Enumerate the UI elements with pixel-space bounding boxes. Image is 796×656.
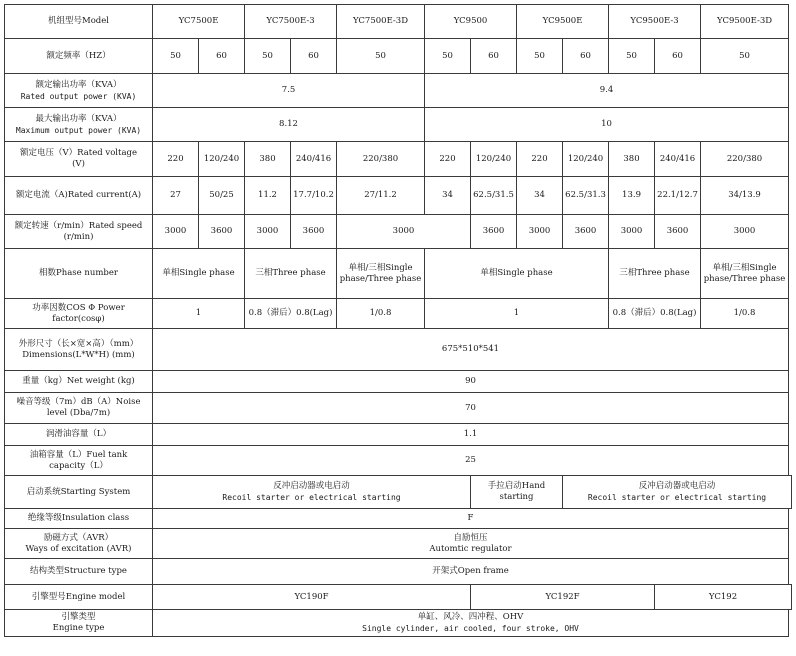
phase-mixed-7500-en: phase/Three phase — [339, 273, 422, 284]
row-dimensions — [5, 329, 792, 371]
current-cell: 34 — [517, 177, 563, 215]
label-excitation — [5, 529, 153, 559]
row-insulation — [5, 509, 792, 529]
label-fuel-tank — [5, 446, 153, 476]
row-voltage — [5, 142, 792, 177]
label-voltage — [5, 142, 153, 177]
row-rated-power — [5, 74, 792, 108]
current-cell: 11.2 — [245, 177, 291, 215]
frequency-cell: 50 — [609, 39, 655, 74]
label-speed-zh: 额定转速（r/min）Rated speed — [14, 220, 143, 231]
power-factor-cell: 1/0.8 — [701, 299, 789, 329]
voltage-cell: 220 — [425, 142, 471, 177]
engine-type-value-en: Single cylinder, air cooled, four stroke, OHV — [362, 624, 579, 633]
label-structure: 结构类型Structure type — [5, 559, 153, 585]
phase-single-9500: 单相Single phase — [425, 249, 609, 299]
label-engine-model: 引擎型号Engine model — [5, 585, 153, 610]
speed-cell: 3600 — [199, 215, 245, 249]
current-cell: 34 — [425, 177, 471, 215]
starting-7500 — [153, 476, 471, 509]
row-fuel-tank — [5, 446, 792, 476]
voltage-cell: 240/416 — [655, 142, 701, 177]
max-power-9500: 10 — [425, 108, 789, 142]
label-max-power-zh: 最大输出功率（KVA） — [35, 113, 122, 124]
row-speed — [5, 215, 792, 249]
engine-type-value-zh: 单缸、风冷、四冲程、OHV — [417, 612, 524, 622]
label-starting: 启动系统Starting System — [5, 476, 153, 509]
label-excitation-zh: 励磁方式（AVR） — [43, 532, 114, 543]
frequency-cell: 60 — [291, 39, 337, 74]
max-power-7500: 8.12 — [153, 108, 425, 142]
model-yc9500e: YC9500E — [517, 5, 609, 39]
label-power-factor — [5, 299, 153, 329]
phase-single-7500: 单相Single phase — [153, 249, 245, 299]
speed-cell: 3000 — [701, 215, 789, 249]
frequency-cell: 50 — [425, 39, 471, 74]
voltage-cell: 380 — [609, 142, 655, 177]
label-engine-type — [5, 610, 153, 637]
phase-mixed-9500 — [701, 249, 789, 299]
model-yc7500e-3: YC7500E-3 — [245, 5, 337, 39]
label-noise — [5, 393, 153, 424]
label-current: 额定电流（A)Rated current(A) — [5, 177, 153, 215]
speed-cell: 3000 — [517, 215, 563, 249]
voltage-cell: 120/240 — [563, 142, 609, 177]
row-engine-type — [5, 610, 792, 637]
excitation-value-en: Automtic regulator — [429, 543, 512, 554]
current-cell: 17.7/10.2 — [291, 177, 337, 215]
row-starting — [5, 476, 792, 509]
label-noise-zh: 噪音等级（7m）dB（A）Noise — [16, 397, 141, 407]
label-model: 机组型号Model — [5, 5, 153, 39]
speed-cell: 3000 — [609, 215, 655, 249]
frequency-cell: 60 — [199, 39, 245, 74]
speed-cell: 3600 — [563, 215, 609, 249]
voltage-cell: 120/240 — [471, 142, 517, 177]
engine-model-9500e-3: YC192 — [655, 585, 792, 610]
voltage-cell: 220 — [153, 142, 199, 177]
label-dimensions-zh: 外形尺寸（长×宽×高）（mm） — [18, 338, 139, 349]
label-power-factor-zh: 功率因数COS Φ Power — [32, 302, 125, 313]
row-noise — [5, 393, 792, 424]
model-yc7500e: YC7500E — [153, 5, 245, 39]
current-cell: 27/11.2 — [337, 177, 425, 215]
phase-mixed-9500-en: phase/Three phase — [703, 273, 786, 284]
starting-9500e-en: Recoil starter or electrical starting — [587, 493, 767, 502]
power-factor-cell: 1 — [425, 299, 609, 329]
row-model — [5, 5, 792, 39]
excitation-value — [153, 529, 789, 559]
frequency-cell: 60 — [563, 39, 609, 74]
label-noise-en: level (Dba/7m) — [46, 408, 111, 418]
weight-value: 90 — [153, 371, 789, 393]
frequency-cell: 60 — [655, 39, 701, 74]
engine-model-7500: YC190F — [153, 585, 471, 610]
row-engine-model — [5, 585, 792, 610]
label-rated-power — [5, 74, 153, 108]
power-factor-cell: 1 — [153, 299, 245, 329]
frequency-cell: 50 — [337, 39, 425, 74]
row-structure — [5, 559, 792, 585]
row-power-factor — [5, 299, 792, 329]
label-insulation: 绝缘等级Insulation class — [5, 509, 153, 529]
row-frequency — [5, 39, 792, 74]
row-max-power — [5, 108, 792, 142]
label-dimensions — [5, 329, 153, 371]
row-phase — [5, 249, 792, 299]
voltage-cell: 380 — [245, 142, 291, 177]
model-yc9500e-3d: YC9500E-3D — [701, 5, 789, 39]
phase-mixed-9500-zh: 单相/三相Single — [712, 262, 777, 273]
voltage-cell: 120/240 — [199, 142, 245, 177]
phase-mixed-7500-zh: 单相/三相Single — [348, 262, 413, 273]
rated-power-9500: 9.4 — [425, 74, 789, 108]
lube-value: 1.1 — [153, 424, 789, 446]
voltage-cell: 240/416 — [291, 142, 337, 177]
label-speed — [5, 215, 153, 249]
starting-9500 — [471, 476, 563, 509]
power-factor-cell: 0.8（滞后）0.8(Lag) — [609, 299, 701, 329]
phase-three-9500: 三相Three phase — [609, 249, 701, 299]
engine-model-9500: YC192F — [471, 585, 655, 610]
current-cell: 22.1/12.7 — [655, 177, 701, 215]
phase-mixed-7500 — [337, 249, 425, 299]
current-cell: 62.5/31.3 — [563, 177, 609, 215]
label-max-power-en: Maximum output power (KVA) — [15, 125, 142, 135]
frequency-cell: 60 — [471, 39, 517, 74]
excitation-value-zh: 自励恒压 — [453, 532, 488, 543]
frequency-cell: 50 — [245, 39, 291, 74]
power-factor-cell: 1/0.8 — [337, 299, 425, 329]
speed-cell: 3600 — [291, 215, 337, 249]
current-cell: 27 — [153, 177, 199, 215]
row-lube — [5, 424, 792, 446]
engine-type-value — [153, 610, 789, 637]
frequency-cell: 50 — [517, 39, 563, 74]
power-factor-cell: 0.8（滞后）0.8(Lag) — [245, 299, 337, 329]
spec-table — [4, 4, 792, 637]
speed-cell: 3000 — [337, 215, 471, 249]
row-weight — [5, 371, 792, 393]
label-max-power — [5, 108, 153, 142]
current-cell: 34/13.9 — [701, 177, 789, 215]
phase-three-7500: 三相Three phase — [245, 249, 337, 299]
label-engine-type-en: Engine type — [52, 623, 105, 633]
label-dimensions-en: Dimensions(L*W*H) (mm) — [22, 349, 135, 360]
noise-value: 70 — [153, 393, 789, 424]
label-lube: 润滑油容量（L） — [5, 424, 153, 446]
structure-value: 开架式Open frame — [153, 559, 789, 585]
label-voltage-en: (V) — [72, 159, 85, 169]
rated-power-7500: 7.5 — [153, 74, 425, 108]
speed-cell: 3600 — [471, 215, 517, 249]
label-weight: 重量（kg）Net weight (kg) — [5, 371, 153, 393]
current-cell: 13.9 — [609, 177, 655, 215]
fuel-tank-value: 25 — [153, 446, 789, 476]
label-voltage-zh: 额定电压（V）Rated voltage — [20, 148, 137, 158]
label-rated-power-en: Rated output power (KVA) — [20, 91, 137, 101]
label-excitation-en: Ways of excitation (AVR) — [25, 543, 132, 554]
voltage-cell: 220 — [517, 142, 563, 177]
label-engine-type-zh: 引擎类型 — [61, 612, 96, 622]
starting-7500-zh: 反冲启动器或电启动 — [273, 481, 350, 491]
label-phase: 相数Phase number — [5, 249, 153, 299]
starting-9500e — [563, 476, 792, 509]
model-yc9500: YC9500 — [425, 5, 517, 39]
current-cell: 50/25 — [199, 177, 245, 215]
starting-7500-en: Recoil starter or electrical starting — [222, 493, 401, 502]
current-cell: 62.5/31.5 — [471, 177, 517, 215]
label-frequency: 额定频率（HZ） — [5, 39, 153, 74]
dimensions-value: 675*510*541 — [153, 329, 789, 371]
speed-cell: 3000 — [153, 215, 199, 249]
row-current — [5, 177, 792, 215]
label-speed-en: (r/min) — [63, 231, 94, 242]
label-fuel-tank-zh: 油箱容量（L）Fuel tank — [29, 449, 128, 460]
label-fuel-tank-en: capacity（L） — [49, 460, 108, 471]
model-yc7500e-3d: YC7500E-3D — [337, 5, 425, 39]
starting-9500e-zh: 反冲启动器或电启动 — [638, 481, 716, 491]
starting-9500-en: starting — [499, 492, 534, 502]
label-rated-power-zh: 额定输出功率（KVA） — [35, 79, 122, 90]
model-yc9500e-3: YC9500E-3 — [609, 5, 701, 39]
voltage-cell: 220/380 — [337, 142, 425, 177]
speed-cell: 3000 — [245, 215, 291, 249]
insulation-value: F — [153, 509, 789, 529]
voltage-cell: 220/380 — [701, 142, 789, 177]
frequency-cell: 50 — [153, 39, 199, 74]
starting-9500-zh: 手拉启动Hand — [487, 481, 546, 491]
frequency-cell: 50 — [701, 39, 789, 74]
speed-cell: 3600 — [655, 215, 701, 249]
row-excitation — [5, 529, 792, 559]
label-power-factor-en: factor(cosφ) — [52, 313, 105, 324]
